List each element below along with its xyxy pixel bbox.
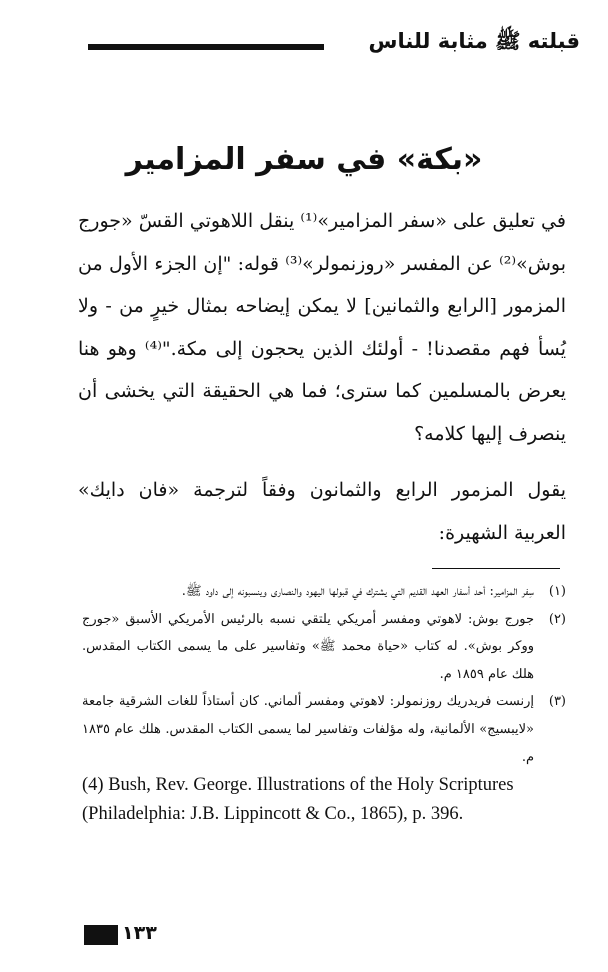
footnote-separator (432, 568, 560, 569)
chapter-title: «بكة» في سفر المزامير (125, 142, 483, 177)
footnote-1 (82, 578, 566, 606)
footnote-text: سِفر المزامير: أحد أسفار العهد القديم التي يشترك في قبولها اليهود والنصارى وينسبونه إلى داود ﷺ. (181, 584, 534, 599)
footnote-number: (١) (548, 584, 566, 599)
footnote-3 (82, 688, 566, 771)
footnote-4: (4) Bush, Rev. George. Illustrations of the Holy Scriptures (Philadelphia: J.B. Lippincott & Co., 1865), p. 396. (82, 775, 514, 825)
page-number: ١٣٣ (122, 922, 157, 944)
footnote-2 (82, 606, 566, 689)
footnotes (82, 578, 566, 829)
paragraph-2: يقول المزمور الرابع والثمانون وفقاً لترجمة «فان دايك» العربية الشهيرة: (78, 479, 566, 544)
running-header: قبلته ﷺ مثابة للناس (368, 29, 580, 53)
footnote-number: (٢) (548, 611, 566, 627)
footnote-text: جورج بوش: لاهوتي ومفسر أمريكي يلتقي نسبه بالرئيس الأمريكي الأسبق «جورج ووكر بوش». له كتاب «حياة محمد ﷺ» وتفاسير على ما يسمى الكتاب المقدس. هلك عام ١٨٥٩ م. (82, 611, 534, 682)
page-number-block (84, 925, 118, 945)
header-rule (88, 44, 324, 50)
body-text (78, 200, 566, 554)
footnote-number: (٣) (548, 694, 566, 710)
footnote-text: إرنست فريدريك روزنمولر: لاهوتي ومفسر ألماني. كان أستاذاً للغات الشرقية جامعة «لايبسيج» الألمانية، وله مؤلفات وتفاسير لما يسمى الكتاب المقدس. هلك عام ١٨٣٥ م. (82, 694, 534, 765)
paragraph-1: في تعليق على «سفر المزامير»⁽¹⁾ ينقل اللاهوتي القسّ «جورج بوش»⁽²⁾ عن المفسر «روزنمولر»⁽³⁾ قوله: "إن الجزء الأول من المزمور [الرابع والثمانين] لا يمكن إيضاحه بمثال خيرٍ من - ولا يُسأ فهم مقصدنا! - أولئك الذين يحجون إلى مكة."⁽⁴⁾ وهو هنا يعرض بالمسلمين كما سترى؛ فما هي الحقيقة التي يخشى أن ينصرف إليها كلامه؟ (78, 210, 566, 445)
